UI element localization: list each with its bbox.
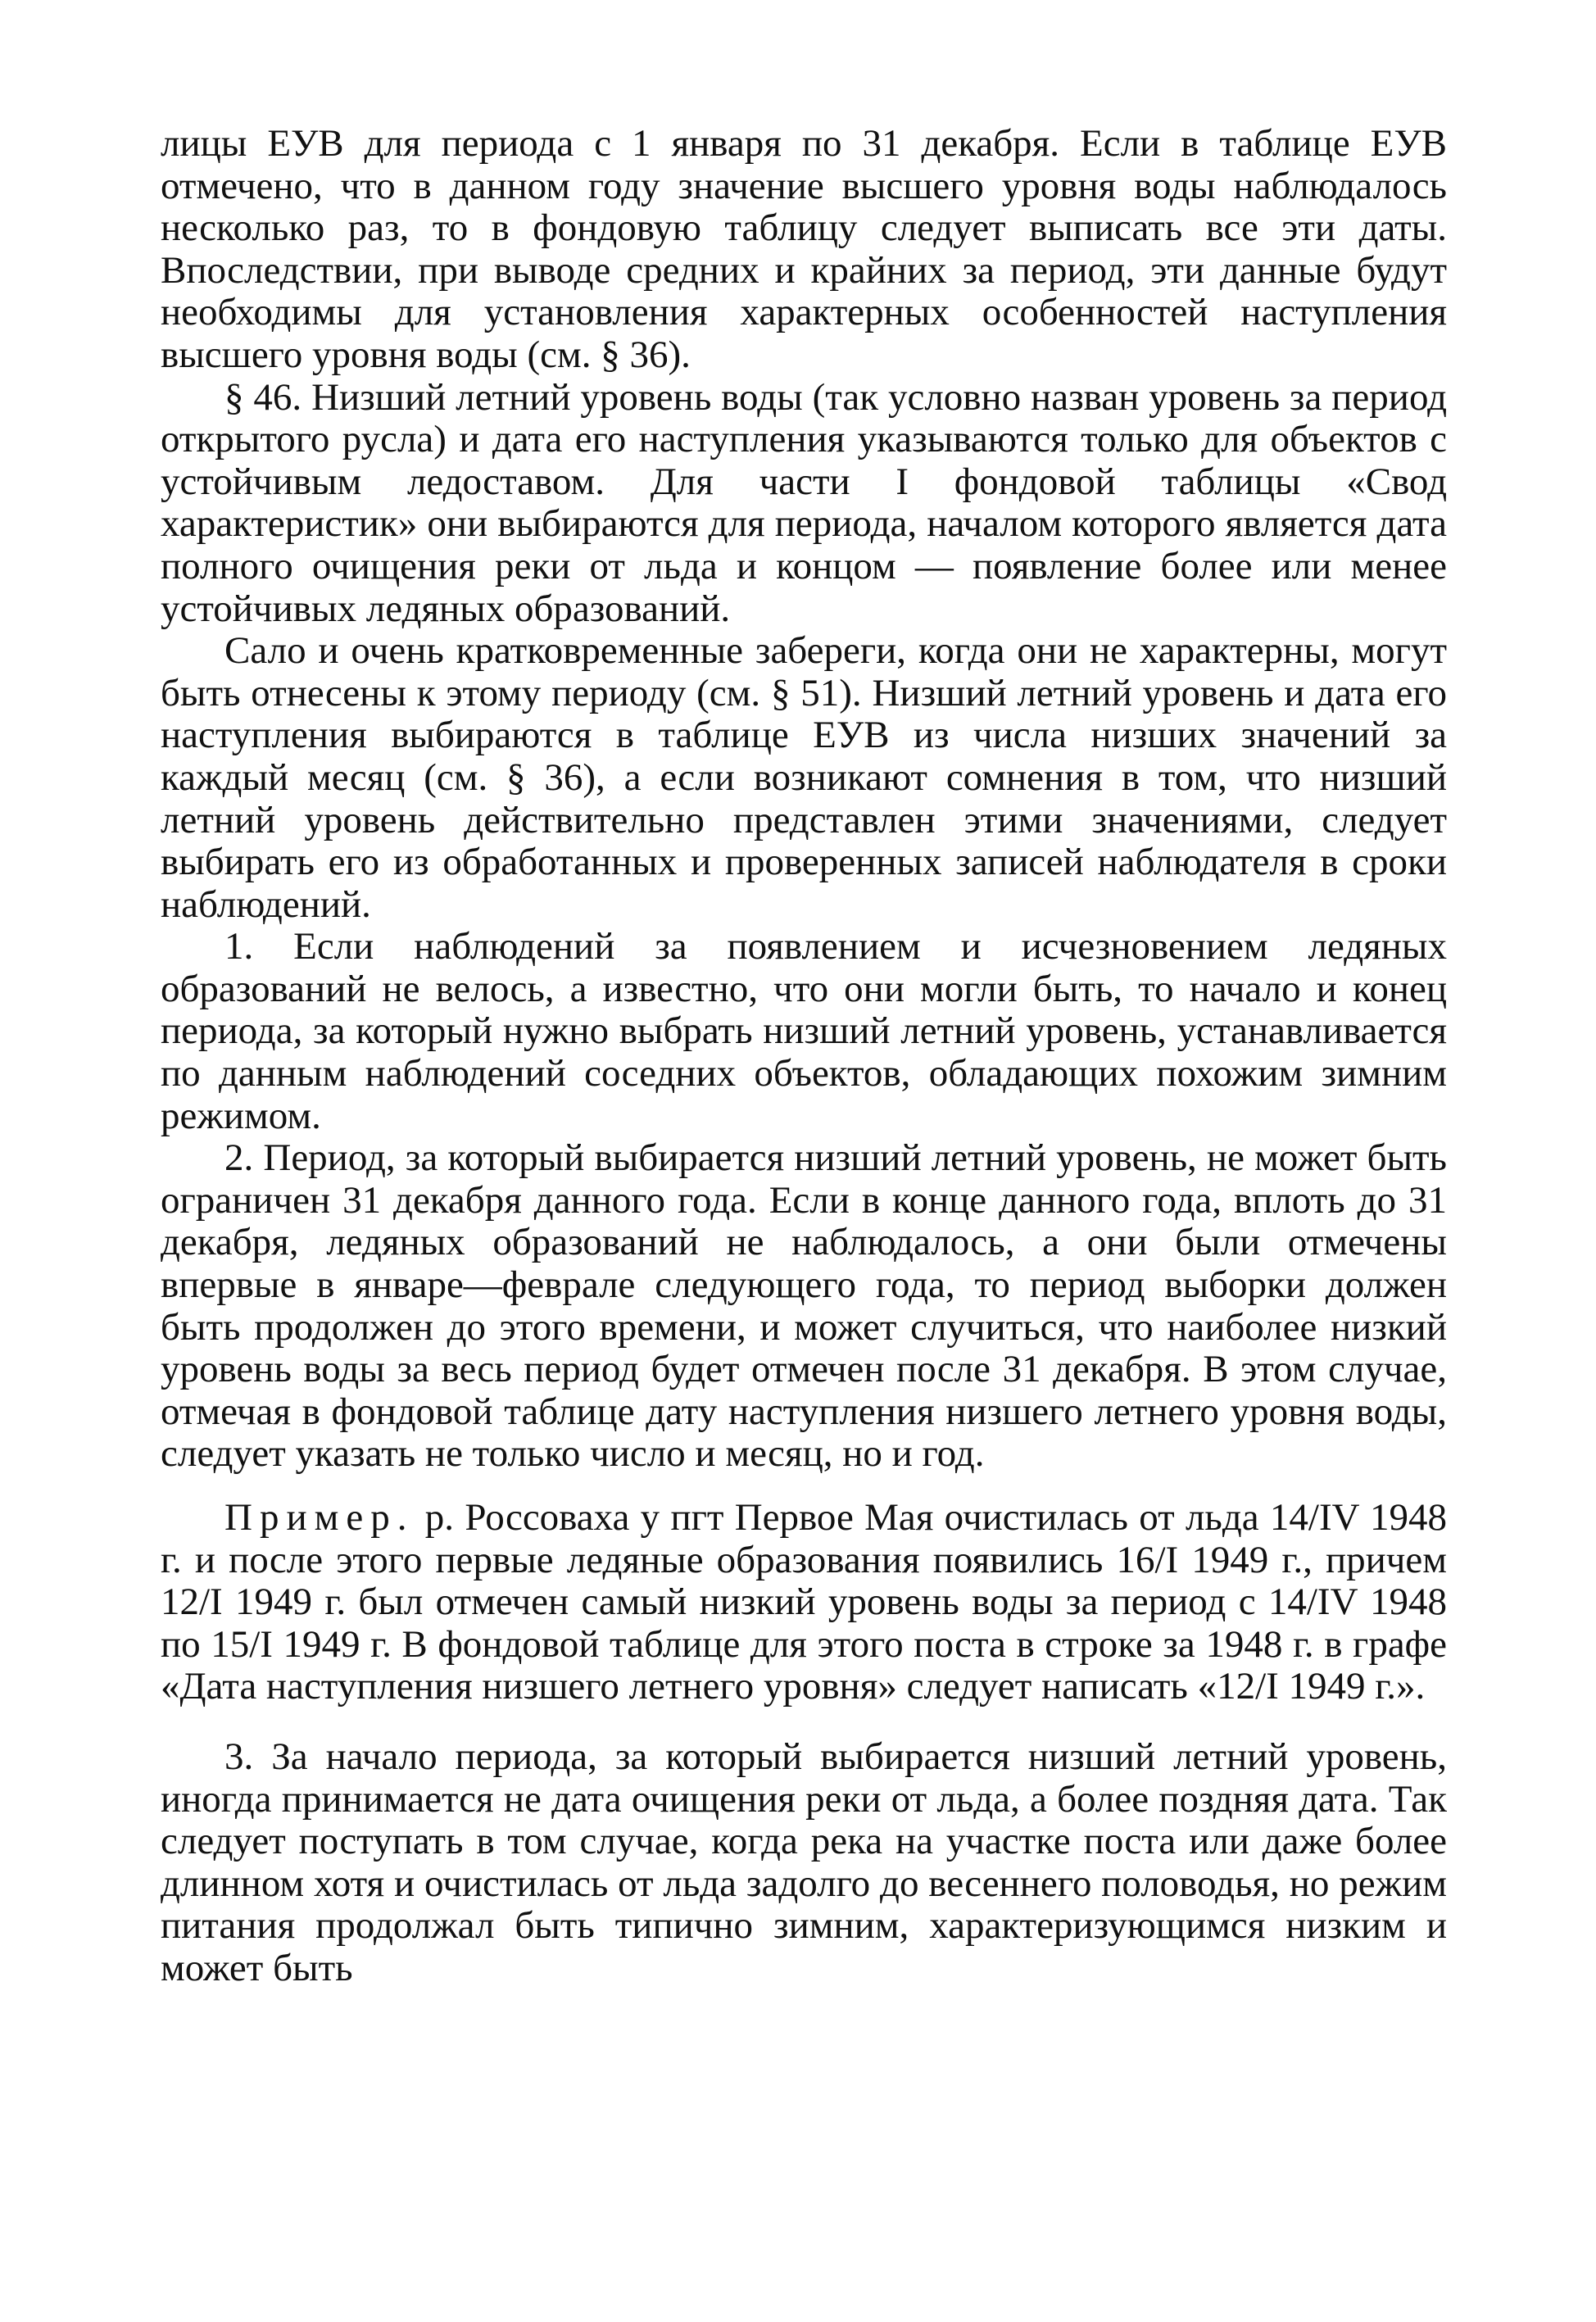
paragraph-continuation: лицы ЕУВ для периода с 1 января по 31 декабря. Если в таблице ЕУВ отмечено, что в данном году значение высшего уровня воды наблюдалось несколько раз, то в фондовую таблицу следует выписать все эти даты. Впоследствии, при выводе средних и крайних за период, эти данные будут необходимы для установления характерных особенностей наступления высшего уровня воды (см. § 36). (161, 122, 1447, 376)
example-label: Пример. (224, 1496, 415, 1539)
document-page (161, 123, 1447, 1990)
paragraph-item-3: 3. За начало периода, за который выбирается низший летний уровень, иногда принимается не дата очищения реки от льда, а более поздняя дата. Так следует поступать в том случае, когда река на участке поста или даже более длинном хотя и очистилась от льда задолго до весеннего половодья, но режим питания продолжал быть типично зимним, характеризующимся низким и может быть (161, 1735, 1447, 1989)
paragraph-example (161, 1497, 1447, 1708)
paragraph-item-1: 1. Если наблюдений за появлением и исчезновением ледяных образований не велось, а известно, что они могли быть, то начало и конец периода, за который нужно выбрать низший летний уровень, устанавливается по данным наблюдений соседних объектов, обладающих похожим зимним режимом. (161, 925, 1447, 1137)
paragraph-salo: Сало и очень кратковременные забереги, когда они не характерны, могут быть отнесены к этому периоду (см. § 51). Низший летний уровень и дата его наступления выбираются в таблице ЕУВ из числа низших значений за каждый месяц (см. § 36), а если возникают сомнения в том, что низший летний уровень действительно представлен этими значениями, следует выбирать его из обработанных и проверенных записей наблюдателя в сроки наблюдений. (161, 629, 1447, 926)
paragraph-section-46: § 46. Низший летний уровень воды (так условно назван уровень за период открытого русла) и дата его наступления указываются только для объектов с устойчивым ледоставом. Для части I фондовой таблицы «Свод характеристик» они выбираются для периода, началом которого является дата полного очищения реки от льда и концом — появление более или менее устойчивых ледяных образований. (161, 375, 1447, 630)
example-text: р. Россоваха у пгт Первое Мая очистилась от льда 14/IV 1948 г. и после этого первые ледяные образования появились 16/I 1949 г., причем 12/I 1949 г. был отмечен самый низкий уровень воды за период с 14/IV 1948 по 15/I 1949 г. В фондовой таблице для этого поста в строке за 1948 г. в графе «Дата наступления низшего летнего уровня» следует написать «12/I 1949 г.». (161, 1496, 1448, 1708)
paragraph-item-2: 2. Период, за который выбирается низший летний уровень, не может быть ограничен 31 декабря данного года. Если в конце данного года, вплоть до 31 декабря, ледяных образований не наблюдалось, а они были отмечены впервые в январе—феврале следующего года, то период выборки должен быть продолжен до этого времени, и может случиться, что наиболее низкий уровень воды за весь период будет отмечен после 31 декабря. В этом случае, отмечая в фондовой таблице дату наступления низшего летнего уровня воды, следует указать не только число и месяц, но и год. (161, 1136, 1447, 1476)
